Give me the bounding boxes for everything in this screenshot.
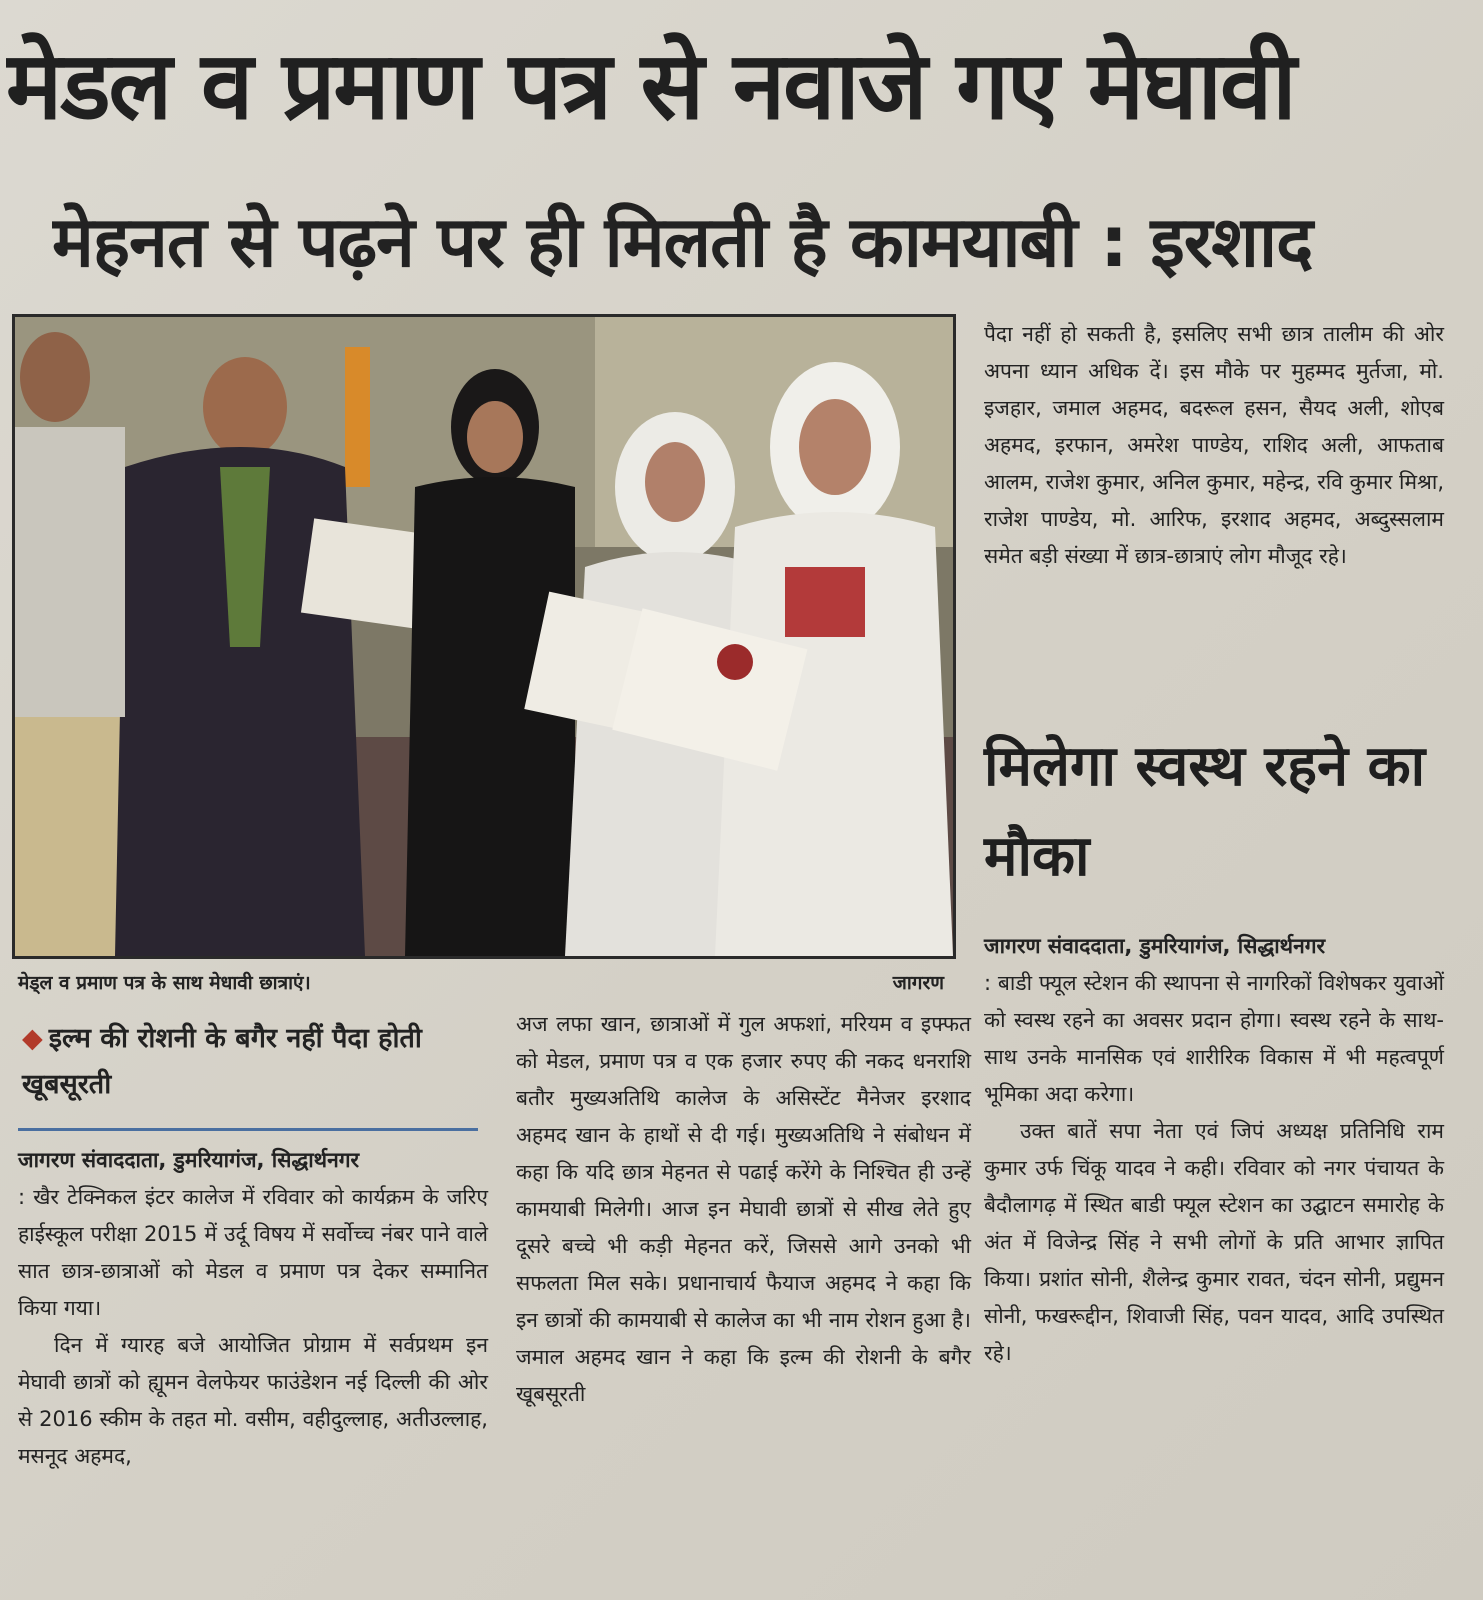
caption-text: मेड्ल व प्रमाण पत्र के साथ मेधावी छात्राएं।	[18, 972, 311, 994]
photo-caption	[18, 966, 948, 1000]
main-story-middle-column	[516, 1006, 971, 1596]
page-headline: मेडल व प्रमाण पत्र से नवाजे गए मेघावी	[6, 32, 1295, 141]
news-photo	[12, 314, 956, 959]
kicker-divider	[18, 1128, 478, 1131]
main-story-para-2: दिन में ग्यारह बजे आयोजित प्रोग्राम में सर्वप्रथम इन मेघावी छात्रों को ह्यूमन वेलफेयर फाउंडेशन नई दिल्ली की ओर से 2016 स्कीम के तहत मो. वसीम, वहीदुल्लाह, अतीउल्लाह, मसनूद अहमद,	[18, 1333, 488, 1468]
main-story-mid-text: अज लफा खान, छात्राओं में गुल अफशां, मरियम व इफ्फत को मेडल, प्रमाण पत्र व एक हजार रुपए की नकद धनराशि बतौर मुख्यअतिथि कालेज के असिस्टेंट मैनेजर इरशाद अहमद खान के हाथों से दी गई। मुख्यअतिथि ने संबोधन में कहा कि यदि छात्र मेहनत से पढाई करेंगे के निश्चित ही उन्हें कामयाबी मिलेगी। आज इन मेघावी छात्रों से सीख लेते हुए दूसरे बच्चे भी कड़ी मेहनत करें, जिससे आगे उनको भी सफलता मिल सके। प्रधानाचार्य फैयाज अहमद ने कहा कि इन छात्रों की कामयाबी से कालेज का भी नाम रोशन हुआ है। जमाल अहमद खान ने कहा कि इल्म की रोशनी के बगैर खूबसूरती	[516, 1012, 971, 1406]
main-story-dateline: जागरण संवाददाता, डुमरियागंज, सिद्धार्थनगर	[18, 1148, 360, 1172]
side-story-body	[984, 928, 1444, 1568]
diamond-bullet-icon: ◆	[22, 1023, 43, 1054]
main-story-para-1: : खैर टेक्निकल इंटर कालेज में रविवार को कार्यक्रम के जरिए हाईस्कूल परीक्षा 2015 में उर्दू विषय में सर्वोच्च नंबर पाने वाले सात छात्र-छात्राओं को मेडल व प्रमाण पत्र देकर सम्मानित किया गया।	[18, 1185, 488, 1320]
page-subheadline: मेहनत से पढ़ने पर ही मिलती है कामयाबी : इरशाद	[52, 201, 1313, 283]
side-story-headline: मिलेगा स्वस्थ रहने का मौका	[984, 734, 1426, 889]
right-top-paragraph: पैदा नहीं हो सकती है, इसलिए सभी छात्र तालीम की ओर अपना ध्यान अधिक दें। इस मौके पर मुहम्मद मुर्तजा, मो. इजहार, जमाल अहमद, बदरूल हसन, सैयद अली, शोएब अहमद, इरफान, अमरेश पाण्डेय, राशिद अली, आफताब आलम, राजेश कुमार, अनिल कुमार, महेन्द्र, रवि कुमार मिश्रा, राजेश पाण्डेय, मो. आरिफ, इरशाद अहमद, अब्दुस्सलाम समेत बड़ी संख्या में छात्र-छात्राएं लोग मौजूद रहे।	[984, 322, 1444, 568]
main-story-kicker	[22, 1016, 482, 1120]
side-story-para-2: उक्त बातें सपा नेता एवं जिपं अध्यक्ष प्रतिनिधि राम कुमार उर्फ चिंकू यादव ने कही। रविवार को नगर पंचायत के बैदौलागढ़ में स्थित बाडी फ्यूल स्टेशन का उद्घाटन समारोह के अंत में विजेन्द्र सिंह ने सभी लोगों के प्रति आभार ज्ञापित किया। प्रशांत सोनी, शैलेन्द्र कुमार रावत, चंदन सोनी, प्रद्युमन सोनी, फखरूद्दीन, शिवाजी सिंह, पवन यादव, आदि उपस्थित रहे।	[984, 1119, 1444, 1365]
side-story-dateline: जागरण संवाददाता, डुमरियागंज, सिद्धार्थनगर	[984, 934, 1326, 958]
photo-credit: जागरण	[892, 972, 944, 994]
side-story-para-1: : बाडी फ्यूल स्टेशन की स्थापना से नागरिकों विशेषकर युवाओं को स्वस्थ रहने का अवसर प्रदान होगा। स्वस्थ रहने के साथ-साथ उनके मानसिक एवं शारीरिक विकास में भी महत्वपूर्ण भूमिका अदा करेगा।	[984, 971, 1444, 1106]
photo-illustration	[15, 317, 953, 956]
kicker-text: इल्म की रोशनी के बगैर नहीं पैदा होती खूबसूरती	[22, 1023, 422, 1100]
right-column-top	[984, 316, 1444, 696]
main-story-left-column	[18, 1142, 488, 1598]
